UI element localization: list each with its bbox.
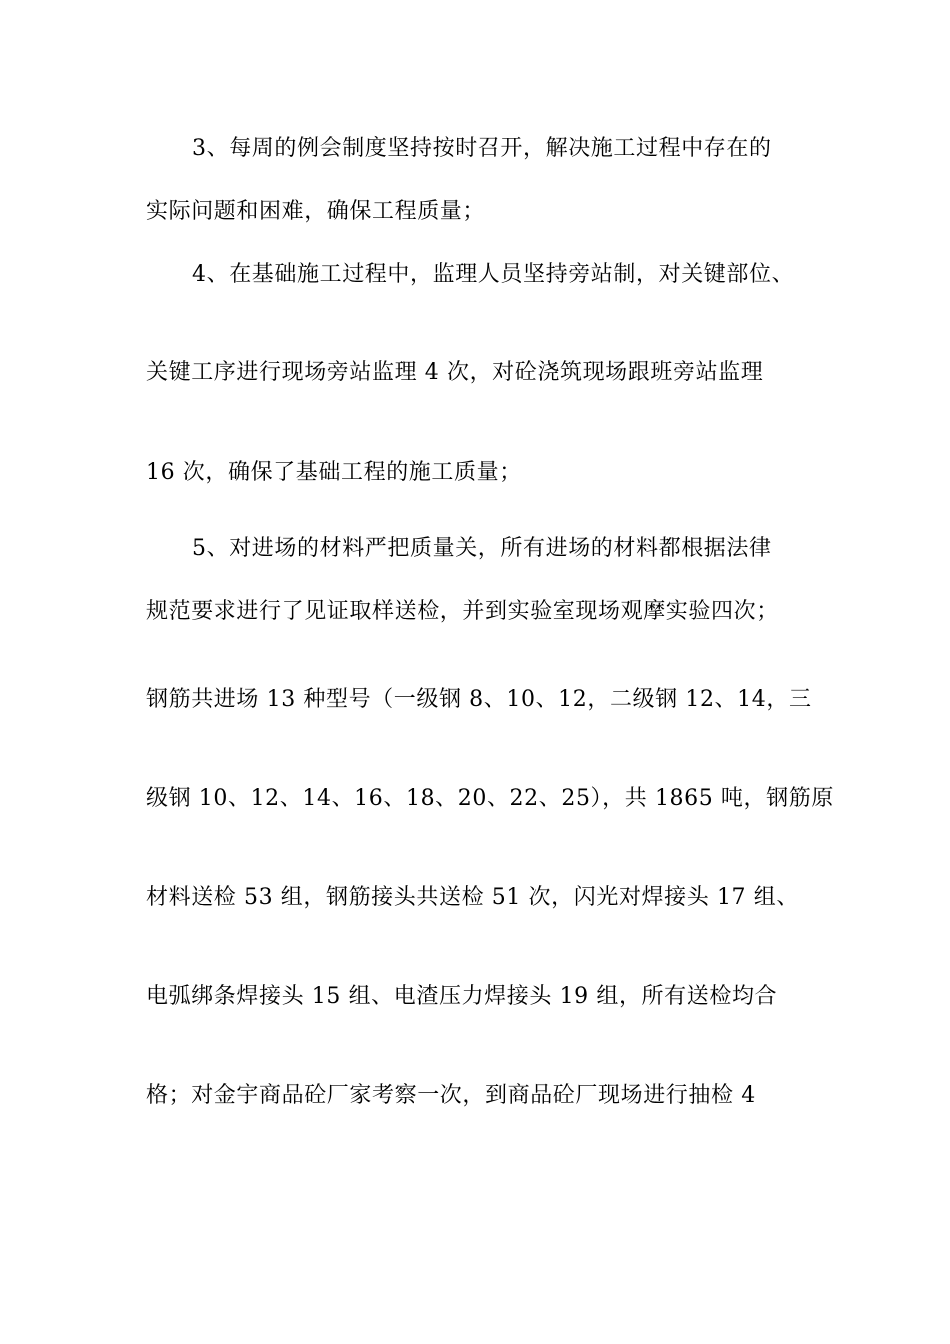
paragraph-5-line-6: 电弧绑条焊接头 15 组、电渣压力焊接头 19 组，所有送检均合	[146, 984, 778, 1009]
paragraph-3-line-2: 实际问题和困难，确保工程质量；	[146, 199, 486, 224]
paragraph-4-line-1: 4、在基础施工过程中，监理人员坚持旁站制，对关键部位、	[192, 262, 795, 287]
paragraph-4-line-3: 16 次，确保了基础工程的施工质量；	[146, 460, 522, 485]
paragraph-5-line-2: 规范要求进行了见证取样送检，并到实验室现场观摩实验四次；	[146, 599, 779, 624]
paragraph-3-line-1: 3、每周的例会制度坚持按时召开，解决施工过程中存在的	[192, 136, 772, 161]
paragraph-5-line-5: 材料送检 53 组，钢筋接头共送检 51 次，闪光对焊接头 17 组、	[146, 885, 799, 910]
paragraph-5-line-4: 级钢 10、12、14、16、18、20、22、25），共 1865 吨，钢筋原	[146, 786, 834, 811]
paragraph-5-line-3: 钢筋共进场 13 种型号（一级钢 8、10、12，二级钢 12、14，三	[146, 687, 812, 712]
paragraph-4-line-2: 关键工序进行现场旁站监理 4 次，对砼浇筑现场跟班旁站监理	[146, 360, 764, 385]
paragraph-5-line-1: 5、对进场的材料严把质量关，所有进场的材料都根据法律	[192, 536, 772, 561]
paragraph-5-line-7: 格；对金宇商品砼厂家考察一次，到商品砼厂现场进行抽检 4	[146, 1083, 756, 1108]
